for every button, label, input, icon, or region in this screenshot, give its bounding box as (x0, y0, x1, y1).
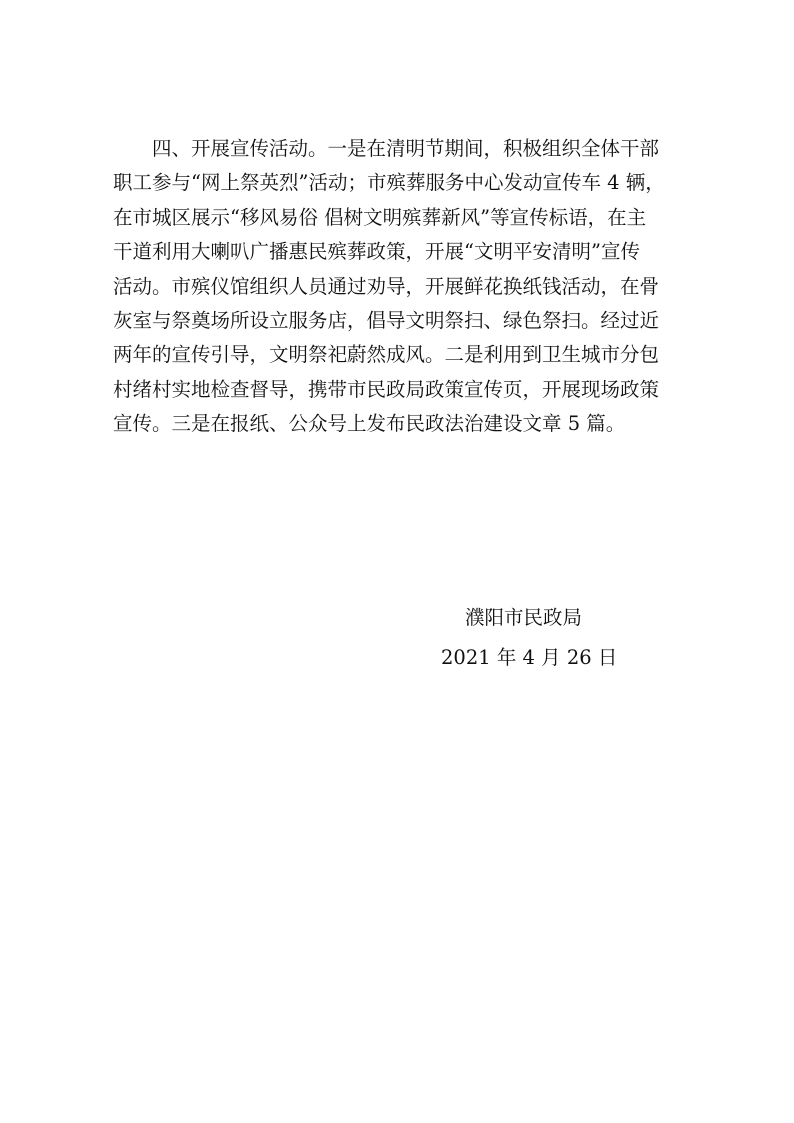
paragraph-line: 两年的宣传引导，文明祭祀蔚然成风。二是利用到卫生城市分包 (113, 343, 660, 367)
paragraph-line: 活动。市殡仪馆组织人员通过劝导，开展鲜花换纸钱活动，在骨 (113, 274, 660, 298)
body-paragraph (113, 132, 703, 442)
paragraph-line: 四、开展宣传活动。一是在清明节期间，积极组织全体干部 (113, 137, 660, 160)
paragraph-line: 宣传。三是在报纸、公众号上发布民政法治建设文章 5 篇。 (113, 412, 626, 436)
paragraph-line: 干道利用大喇叭广播惠民殡葬政策，开展“文明平安清明”宣传 (113, 240, 640, 264)
signature-date: 2021 年 4 月 26 日 (441, 646, 618, 669)
paragraph-line: 职工参与“网上祭英烈”活动；市殡葬服务中心发动宣传车 4 辆， (113, 171, 665, 195)
paragraph-line: 在市城区展示“移风易俗 倡树文明殡葬新风”等宣传标语，在主 (113, 205, 647, 229)
paragraph-line: 村绪村实地检查督导，携带市民政局政策宣传页，开展现场政策 (113, 377, 660, 401)
paragraph-line: 灰室与祭奠场所设立服务店，倡导文明祭扫、绿色祭扫。经过近 (113, 309, 660, 333)
signature-organization: 濮阳市民政局 (465, 606, 583, 629)
